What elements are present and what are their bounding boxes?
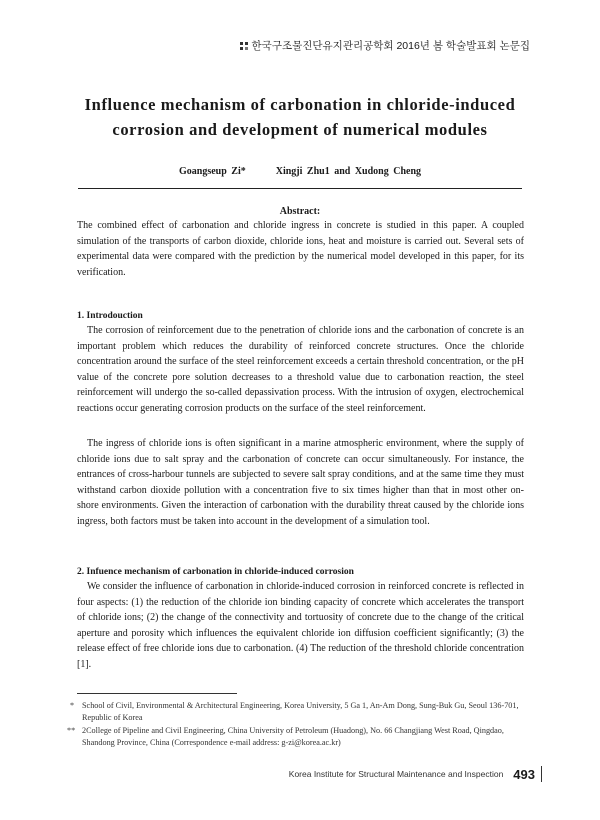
paper-title-line-1: Influence mechanism of carbonation in chloride-induced [84, 95, 516, 114]
author-first: Goangseup Zi* [178, 166, 246, 177]
footnote-1-text: School of Civil, Environmental & Architectural Engineering, Korea University, 5 Ga 1, An-Am Dong, Sung-Buk Gu, Seoul 136-701, Republic of Korea [82, 701, 519, 722]
author-others: Xingji Zhu1 and Xudong Cheng [275, 166, 422, 177]
paper-title-line-2: corrosion and development of numerical modules [112, 120, 488, 139]
abstract-heading: Abstract: [279, 206, 321, 217]
section-1-paragraph-1: The corrosion of reinforcement due to the penetration of chloride ions and the carbonation of concrete is an important problem which reduces the durability of reinforced concrete structures. Once the chloride concentration around the surface of the steel reinforcement exceeds a certain threshold concentration, or the pH value of the concrete pore solution decreases to a threshold value due to carbonation reaction, the steel reinforcement will undergo the so-called depassivation process. With the intrusion of oxygen, electrochemical reactions occur generating corrosion products on the surface of the steel reinforcement. [77, 325, 524, 414]
page-footer [289, 766, 542, 782]
conference-header [240, 38, 530, 53]
section-1-heading: 1. Introdouction [77, 311, 143, 321]
footer-divider [541, 766, 542, 782]
footnote-2-mark: ** [67, 726, 76, 735]
section-2-heading: 2. Infuence mechanism of carbonation in chloride-induced corrosion [77, 567, 354, 577]
abstract-body: The combined effect of carbonation and chloride ingress in concrete is studied in this paper. A coupled simulation of the transports of carbon dioxide, chloride ions, heat and moisture is carried out. Several sets of experimental data were compared with the prediction by the numerical model developed in this paper, for its verification. [77, 220, 524, 278]
author-list [0, 166, 600, 177]
section-2-paragraph-1: We consider the influence of carbonation in chloride-induced corrosion in reinforced concrete is reflected in four aspects: (1) the reduction of the chloride ion binding capacity of concrete which accelerates the transport of chloride ions; (2) the change of the connectivity and tortuosity of concrete due to the change of the critical aperture and porosity which influences the equivalent chloride ion diffusion coefficient significantly; (3) the release effect of free chloride ions due to carbonation. (4) The reduction of the threshold chloride concentration [1]. [77, 581, 524, 670]
section-1-paragraph-2: The ingress of chloride ions is often significant in a marine atmospheric environment, where the supply of chloride ions due to salt spray and the carbonation of concrete can occur simultaneously. For instance, the entrances of cross-harbour tunnels are subjected to severe salt spray conditions, and at the same time they must withstand carbon dioxide pollution with a concentration five to six times higher than that in most other on-shore environments. Given the interaction of carbonation with the durability threat caused by the chloride ions ingress, both factors must be taken into account in the development of a simulation tool. [77, 438, 524, 527]
footnote-1-mark: * [70, 701, 75, 710]
page-number: 493 [513, 766, 535, 782]
conference-header-text: 한국구조물진단유지관리공학회 2016년 봄 학술발표회 논문집 [251, 40, 530, 52]
paper-title [0, 92, 600, 142]
footnote-2-text: 2College of Pipeline and Civil Engineering, China University of Petroleum (Huadong), No. 66 Changjiang West Road, Qingdao, Shandong Province, China (Correspondence e-mail address: g-zi@korea.ac.kr) [82, 726, 504, 747]
footnote-1 [70, 700, 522, 724]
conference-logo-icon [240, 42, 248, 50]
footnote-divider [77, 693, 237, 694]
footer-institute: Korea Institute for Structural Maintenance and Inspection [288, 769, 504, 779]
footnote-2 [67, 725, 522, 749]
title-divider [78, 188, 522, 189]
